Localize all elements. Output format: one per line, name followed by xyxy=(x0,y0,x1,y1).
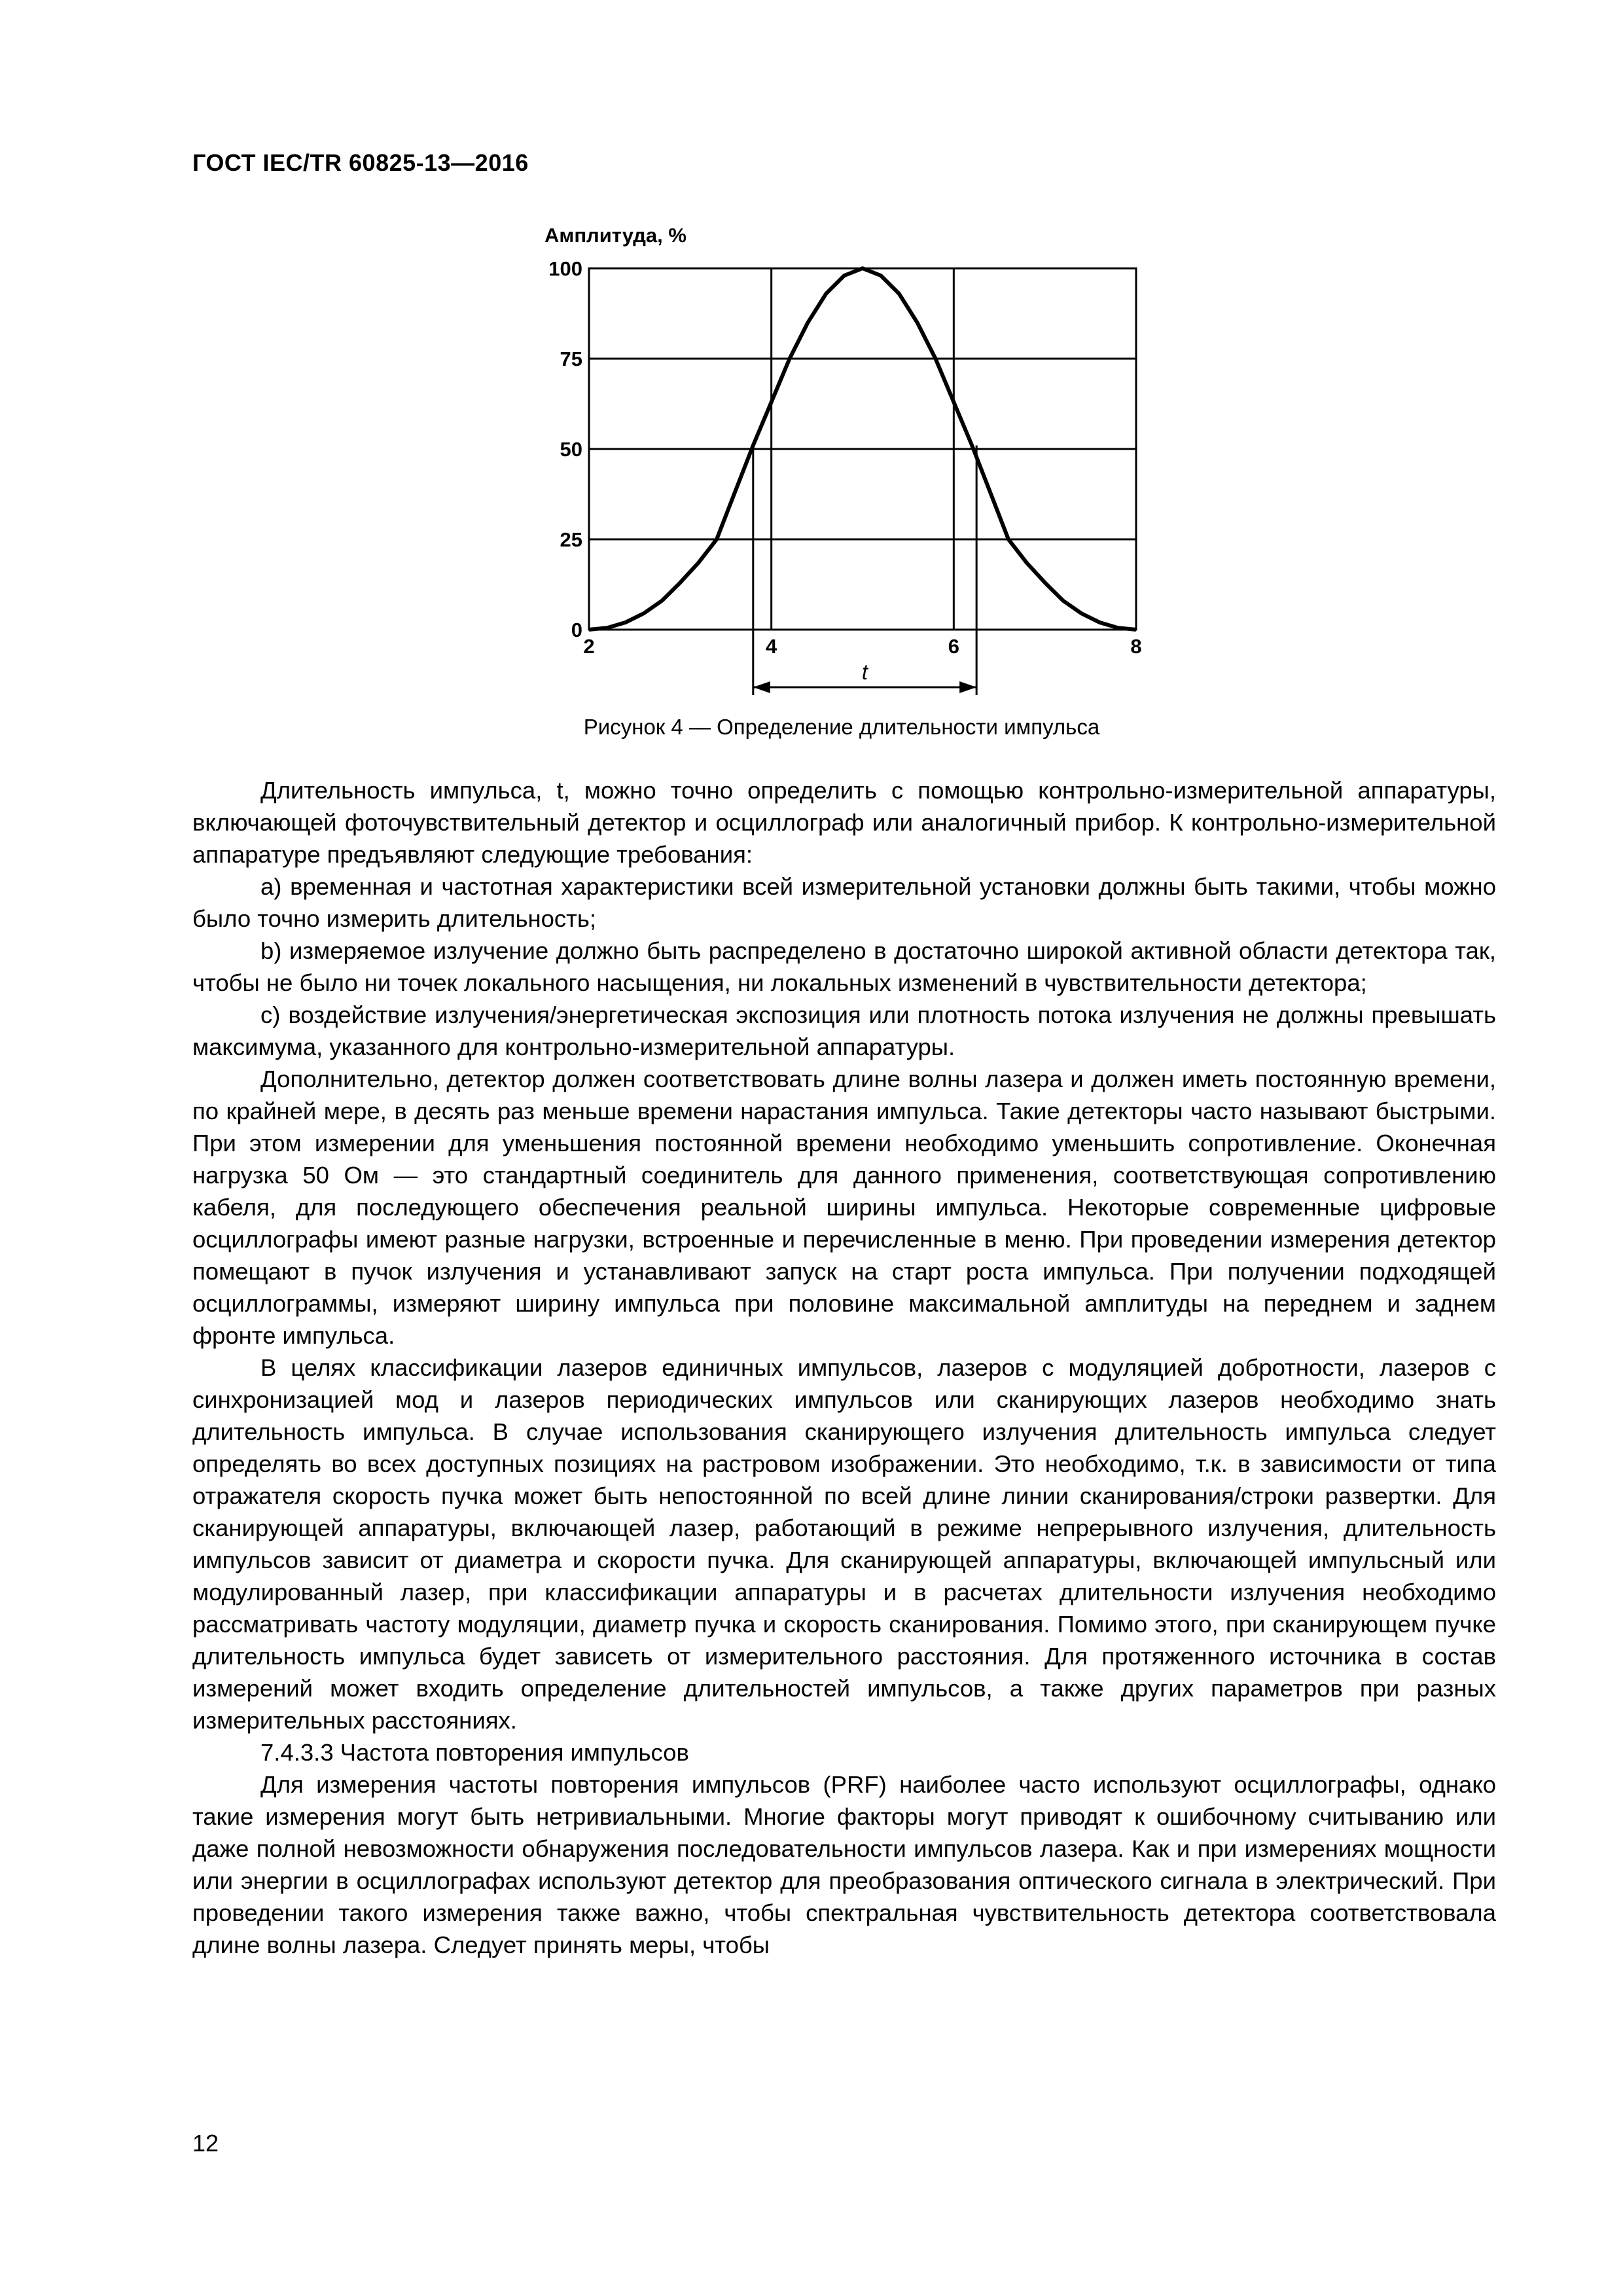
paragraph-detector: Дополнительно, детектор должен соответствовать длине волны лазера и должен иметь постоянную времени, по крайней мере, в десять раз меньше времени нарастания импульса. Такие детекторы часто называют быстрыми. При этом измерении для уменьшения постоянной времени необходимо уменьшить сопротивление. Оконечная нагрузка 50 Ом — это стандартный соединитель для данного применения, соответствующая сопротивлению кабеля, для последующего обеспечения реальной ширины импульса. Некоторые современные цифровые осциллографы имеют разные нагрузки, встроенные и перечисленные в меню. При проведении измерения детектор помещают в пучок излучения и устанавливают запуск на старт роста импульса. При получении подходящей осциллограммы, измеряют ширину импульса при половине максимальной амплитуды на переднем и заднем фронте импульса. xyxy=(192,1066,1496,1349)
x-tick-label: 6 xyxy=(948,635,959,658)
paragraph-item-c: c) воздействие излучения/энергетическая экспозиция или плотность потока излучения не должны превышать максимума, указанного для контрольно-измерительной аппаратуры. xyxy=(192,1001,1496,1060)
section-heading: 7.4.3.3 Частота повторения импульсов xyxy=(260,1739,689,1766)
x-tick-label: 2 xyxy=(583,635,595,658)
body-text xyxy=(192,774,1496,1961)
paragraph-item-b: b) измеряемое излучение должно быть распределено в достаточно широкой активной области детектора так, чтобы не было ни точек локального насыщения, ни локальных изменений в чувствительности детектора; xyxy=(192,937,1496,996)
y-tick-label: 25 xyxy=(560,528,582,551)
x-tick-label: 8 xyxy=(1130,635,1142,658)
y-axis-label: Амплитуда, % xyxy=(544,224,687,247)
document-header: ГОСТ IEC/TR 60825-13—2016 xyxy=(192,149,529,176)
y-tick-label: 50 xyxy=(560,438,582,461)
figure-caption: Рисунок 4 — Определение длительности импульса xyxy=(583,715,1100,739)
y-tick-label: 75 xyxy=(560,348,582,370)
y-tick-label: 0 xyxy=(571,619,582,641)
paragraph-prf: Для измерения частоты повторения импульсов (PRF) наиболее часто используют осциллографы, однако такие измерения могут быть нетривиальными. Многие факторы могут приводят к ошибочному считыванию или даже полной невозможности обнаружения последовательности импульсов лазера. Как и при измерениях мощности или энергии в осциллографах используют детектор для преобразования оптического сигнала в электрический. При проведении такого измерения также важно, чтобы спектральная чувствительность детектора соответствовала длине волны лазера. Следует принять меры, чтобы xyxy=(192,1771,1496,1958)
arrow-head-left xyxy=(753,681,770,693)
paragraph-item-a: a) временная и частотная характеристики всей измерительной установки должны быть такими, чтобы можно было точно измерить длительность; xyxy=(192,873,1496,932)
pulse-width-label: t xyxy=(861,660,868,684)
arrow-head-right xyxy=(959,681,976,693)
figure-4 xyxy=(0,0,1623,733)
paragraph-classification: В целях классификации лазеров единичных импульсов, лазеров с модуляцией добротности, лазеров с синхронизацией мод и лазеров периодических импульсов или сканирующих лазеров необходимо знать длительность импульса. В случае использования сканирующего излучения длительность импульса следует определять во всех доступных позициях на растровом изображении. Это необходимо, т.к. в зависимости от типа отражателя скорость пучка может быть непостоянной по всей длине линии сканирования/строки развертки. Для сканирующей аппаратуры, включающей лазер, работающий в режиме непрерывного излучения, длительность импульсов зависит от диаметра и скорости пучка. Для сканирующей аппаратуры, включающей импульсный или модулированный лазер, при классификации аппаратуры и в расчетах длительности излучения необходимо рассматривать частоту модуляции, диаметр пучка и скорость сканирования. Помимо этого, при сканирующем пучке длительность импульса будет зависеть от измерительного расстояния. Для протяженного источника в состав измерений может входить определение длительностей импульсов, а также других параметров при разных измерительных расстояниях. xyxy=(192,1354,1496,1734)
pulse-chart xyxy=(0,0,1623,733)
y-tick-label: 100 xyxy=(548,257,582,280)
paragraph-intro: Длительность импульса, t, можно точно определить с помощью контрольно-измерительной аппаратуры, включающей фоточувствительный детектор и осциллограф или аналогичный прибор. К контрольно-измерительной аппаратуре предъявляют следующие требования: xyxy=(192,777,1496,868)
x-tick-label: 4 xyxy=(766,635,777,658)
page-number: 12 xyxy=(192,2130,219,2157)
